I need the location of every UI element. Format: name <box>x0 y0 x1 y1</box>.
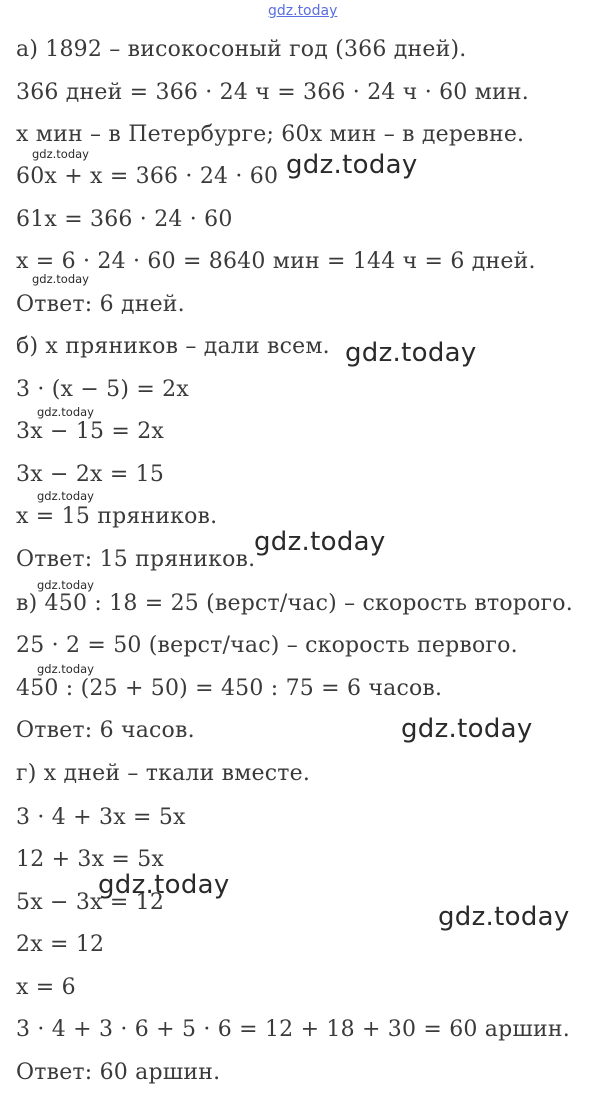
text-line: 450 : (25 + 50) = 450 : 75 = 6 часов. <box>16 676 443 701</box>
watermark-large: gdz.today <box>254 527 386 557</box>
text-line: Ответ: 6 дней. <box>16 292 185 317</box>
text-line: 25 · 2 = 50 (верст/час) – скорость первого. <box>16 633 518 658</box>
text-line: 3 · 4 + 3x = 5x <box>16 805 186 830</box>
watermark-header: gdz.today <box>268 3 338 19</box>
text-line: 3x − 2x = 15 <box>16 462 165 487</box>
text-line: 60x + x = 366 · 24 · 60 <box>16 164 279 189</box>
text-line: 3 · (x − 5) = 2x <box>16 377 189 402</box>
watermark-large: gdz.today <box>345 338 477 368</box>
text-line: в) 450 : 18 = 25 (верст/час) – скорость второго. <box>16 591 573 616</box>
text-line: x = 15 пряников. <box>16 504 218 529</box>
text-line: 2x = 12 <box>16 932 105 957</box>
watermark-large: gdz.today <box>438 902 570 932</box>
watermark-large: gdz.today <box>98 870 230 900</box>
text-line: 12 + 3x = 5x <box>16 847 165 872</box>
watermark-small: gdz.today <box>37 578 94 592</box>
text-line: Ответ: 60 аршин. <box>16 1060 221 1085</box>
text-line: г) x дней – ткали вместе. <box>16 761 311 786</box>
text-line: Ответ: 6 часов. <box>16 718 195 743</box>
text-line: x мин – в Петербурге; 60x мин – в деревне. <box>16 122 525 147</box>
text-line: 3x − 15 = 2x <box>16 419 165 444</box>
text-line: а) 1892 – високосоный год (366 дней). <box>16 37 467 62</box>
text-line: Ответ: 15 пряников. <box>16 547 256 572</box>
watermark-large: gdz.today <box>401 714 533 744</box>
text-line: 5x − 3x = 12 <box>16 890 165 915</box>
text-line: 3 · 4 + 3 · 6 + 5 · 6 = 12 + 18 + 30 = 60 аршин. <box>16 1017 570 1042</box>
text-line: 61x = 366 · 24 · 60 <box>16 207 233 232</box>
watermark-small: gdz.today <box>37 489 94 503</box>
watermark-small: gdz.today <box>32 272 89 286</box>
text-line: 366 дней = 366 · 24 ч = 366 · 24 ч · 60 мин. <box>16 80 529 105</box>
watermark-small: gdz.today <box>37 662 94 676</box>
text-line: x = 6 <box>16 975 76 1000</box>
watermark-small: gdz.today <box>32 147 89 161</box>
watermark-large: gdz.today <box>286 150 418 180</box>
text-line: x = 6 · 24 · 60 = 8640 мин = 144 ч = 6 дней. <box>16 249 536 274</box>
text-line: б) x пряников – дали всем. <box>16 334 330 359</box>
watermark-small: gdz.today <box>37 405 94 419</box>
